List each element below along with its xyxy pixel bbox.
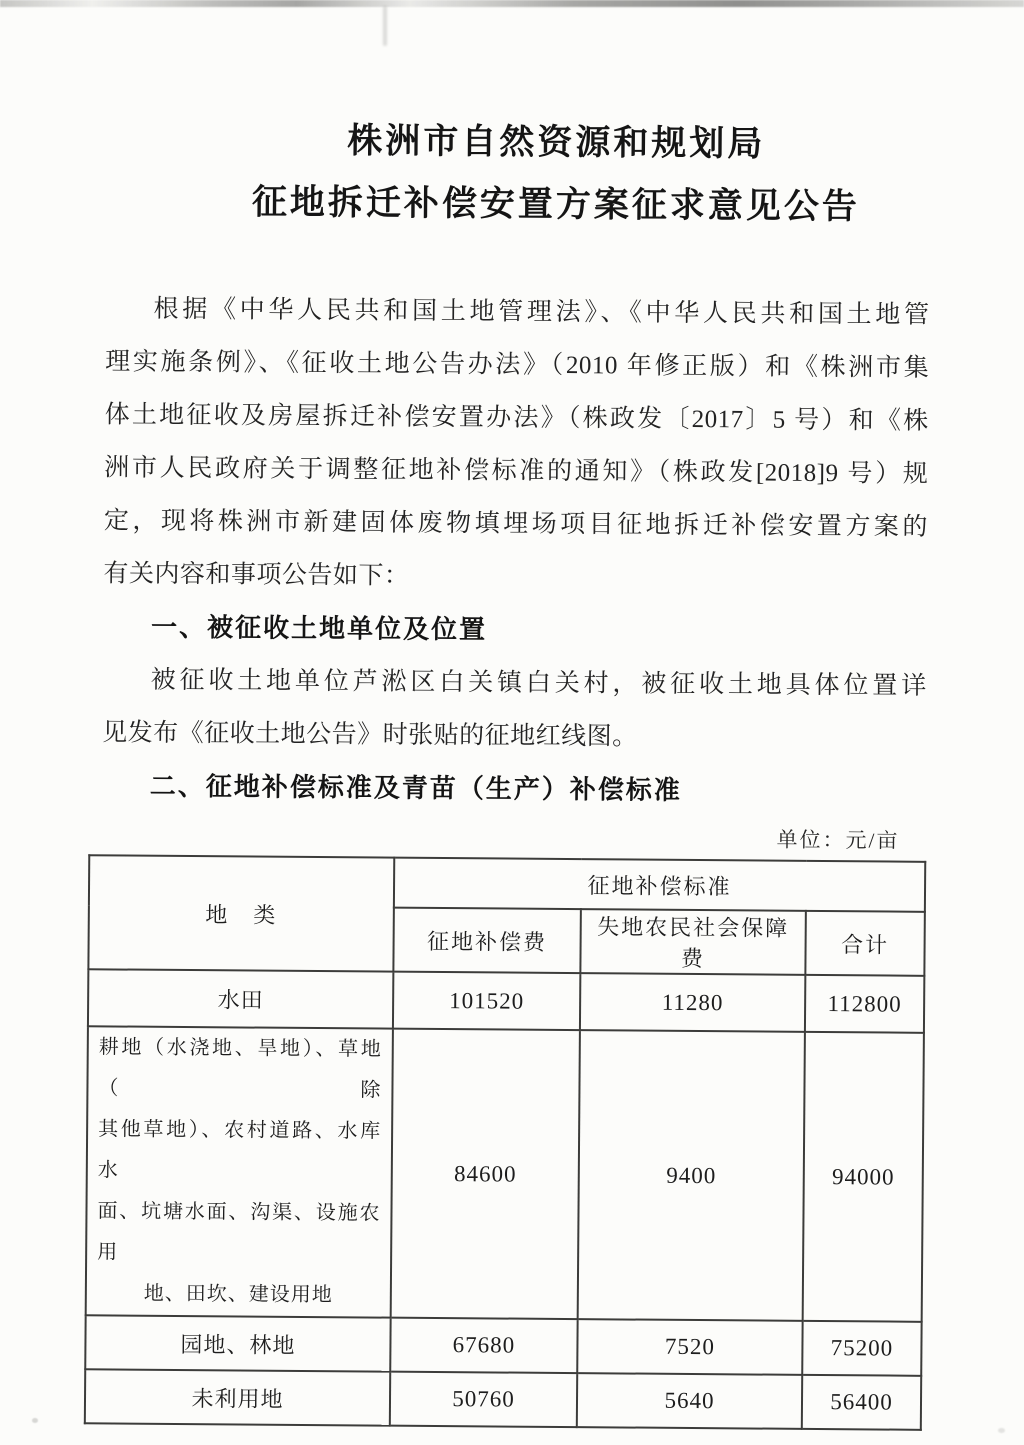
text-line: 定，现将株洲市新建固体废物填埋场项目征地拆迁补偿安置方案的: [103, 507, 928, 541]
value-cell: 50760: [390, 1372, 577, 1427]
document-body: [102, 282, 930, 818]
value-cell: 112800: [805, 975, 924, 1033]
value-cell: 75200: [802, 1321, 921, 1376]
body-paragraph: [103, 282, 929, 606]
header-land-type: 地 类: [88, 855, 394, 971]
text-line: 见发布《征收土地公告》时张贴的征地红线图。: [102, 719, 638, 751]
value-cell: 94000: [803, 1032, 924, 1322]
value-cell: 101520: [393, 972, 580, 1030]
land-type-cell: [88, 969, 393, 1028]
scan-artifact-smudge: [383, 6, 387, 46]
text-line: 理实施条例》、《征收土地公告办法》（2010 年修正版）和《株洲市集: [105, 348, 930, 382]
land-type-text: 水田: [217, 987, 264, 1013]
table-row: [88, 969, 924, 1033]
body-paragraph: [102, 653, 927, 765]
header-total: 合计: [805, 911, 925, 976]
value-cell: 5640: [577, 1373, 802, 1429]
title-line-1: 株洲市自然资源和规划局: [347, 121, 766, 164]
land-type-text: 未利用地: [191, 1385, 284, 1412]
header-social-security-fee: 失地农民社会保障费: [580, 909, 805, 975]
land-type-cell: [85, 1369, 390, 1425]
value-cell: 84600: [391, 1029, 580, 1319]
land-type-cell: [85, 1315, 390, 1371]
text-line: 根据《中华人民共和国土地管理法》、《中华人民共和国土地管: [153, 295, 930, 329]
compensation-standards-table: [84, 854, 926, 1431]
section-heading: [102, 759, 926, 818]
table-row: [85, 1369, 921, 1430]
title-line-2: 征地拆迁补偿安置方案征求意见公告: [251, 182, 861, 227]
land-type-text: 其他草地）、农村道路、水库水: [97, 1118, 382, 1182]
header-compensation-group: 征地补偿标准: [394, 858, 925, 912]
table-unit-label: 单位：元/亩: [776, 827, 900, 853]
land-type-cell: [86, 1026, 393, 1317]
value-cell: 67680: [390, 1318, 577, 1373]
text-line: 洲市人民政府关于调整征地补偿标准的通知》（株政发[2018]9 号）规: [104, 454, 929, 488]
table-row: [86, 1026, 924, 1322]
text-line: 有关内容和事项公告如下：: [103, 560, 410, 590]
land-type-text: 耕地（水浇地、旱地）、草地（除: [98, 1036, 382, 1102]
land-type-text: 地、田坎、建设用地: [143, 1282, 333, 1307]
value-cell: 11280: [580, 973, 805, 1032]
value-cell: 7520: [577, 1319, 802, 1375]
land-type-text: 面、坑塘水面、沟渠、设施农用: [97, 1200, 381, 1264]
header-land-compensation-fee: 征地补偿费: [393, 908, 580, 973]
section-heading: [103, 600, 927, 659]
text-line: 被征收土地单位芦淞区白关镇白关村，被征收土地具体位置详: [150, 666, 927, 700]
land-type-text: 园地、林地: [180, 1331, 296, 1358]
document-title: [118, 108, 928, 238]
text-line: 体土地征收及房屋拆迁补偿安置办法》（株政发〔2017〕5 号）和《株: [104, 401, 929, 435]
value-cell: 9400: [578, 1030, 805, 1321]
scan-artifact-top-edge: [0, 0, 1024, 7]
text-line: 二、征地补偿标准及青苗（生产）补偿标准: [149, 771, 682, 805]
table-row: [85, 1315, 921, 1376]
text-line: 一、被征收土地单位及位置: [150, 612, 488, 645]
value-cell: 56400: [802, 1375, 921, 1430]
table-header-row-1: [89, 855, 925, 912]
